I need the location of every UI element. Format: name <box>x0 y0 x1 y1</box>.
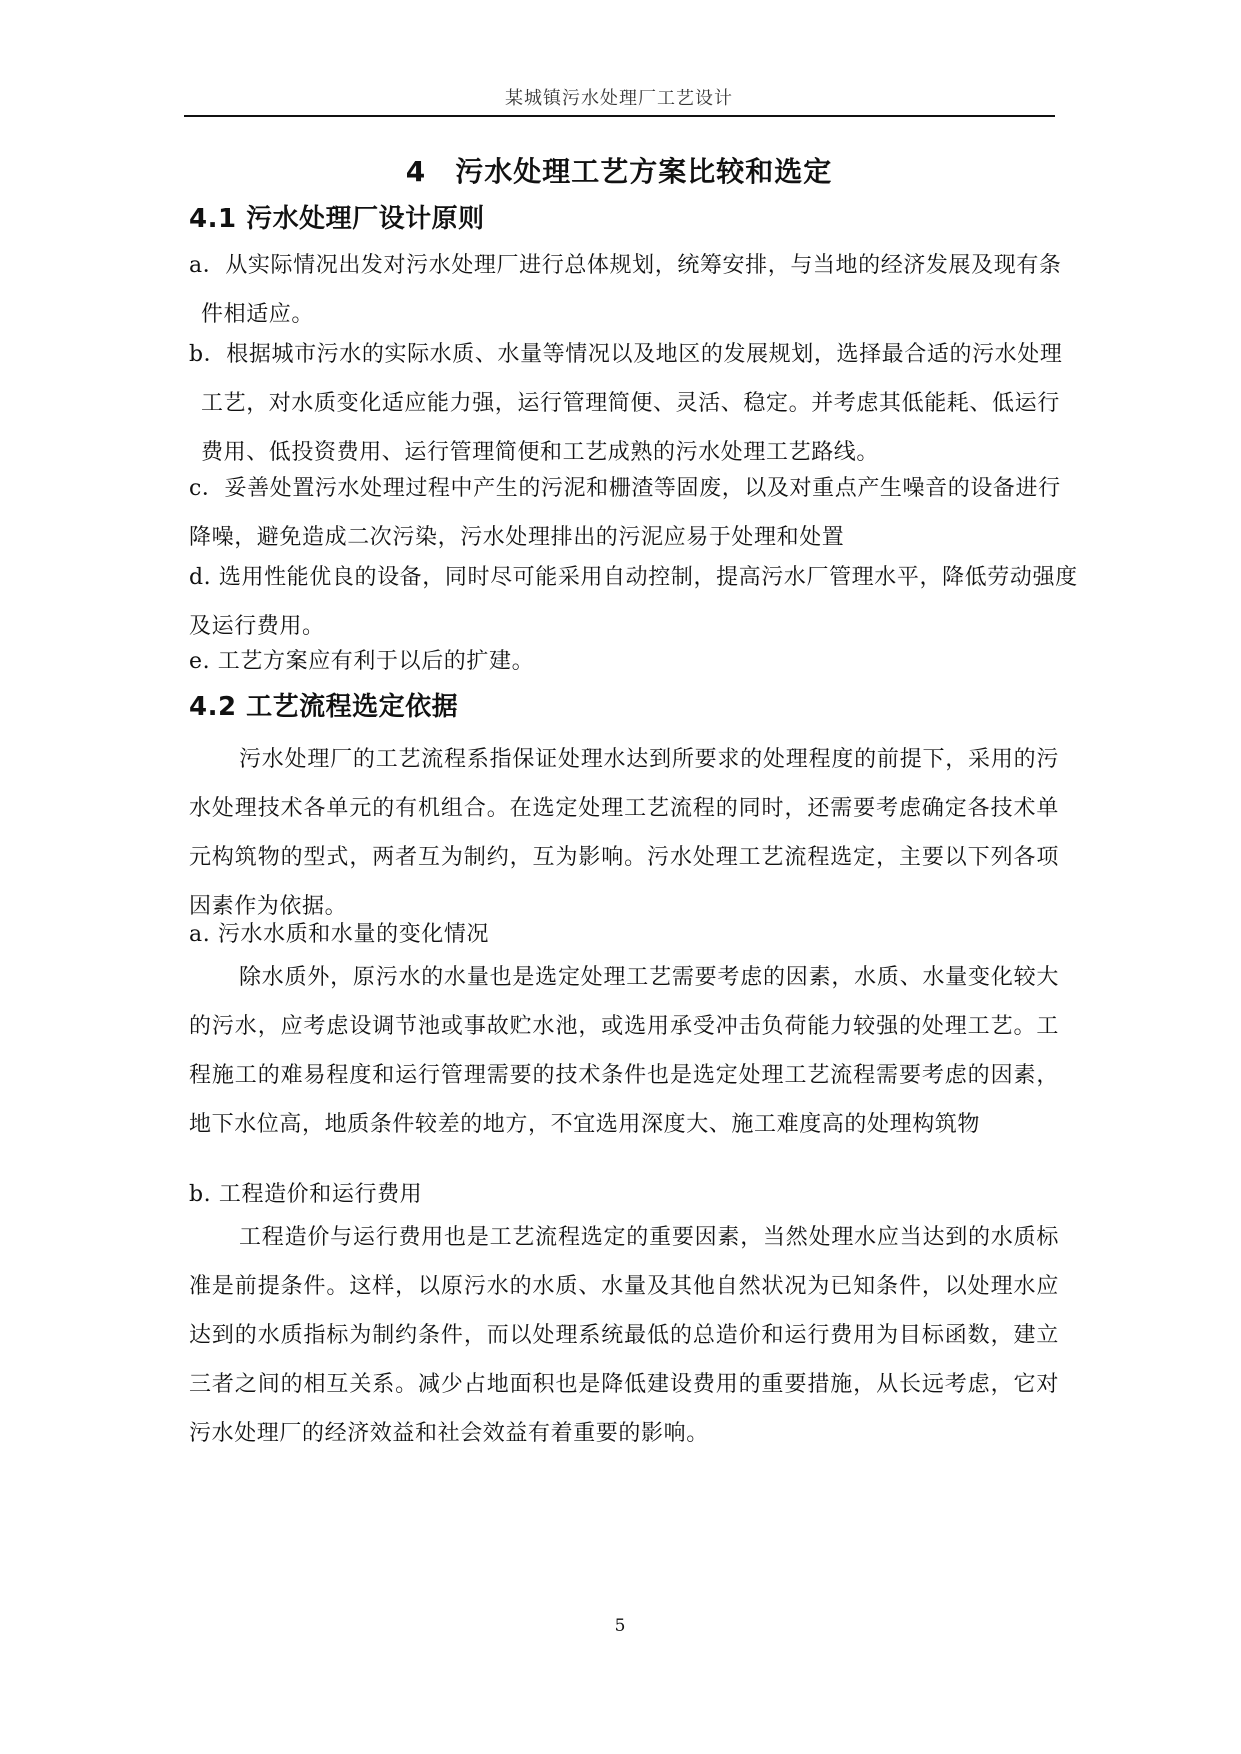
chapter-title: 4 污水处理工艺方案比较和选定 <box>405 155 833 188</box>
factor-b-title: b. 工程造价和运行费用 <box>189 1182 423 1207</box>
principle-item-b: b．根据城市污水的实际水质、水量等情况以及地区的发展规划，选择最合适的污水处理工艺，对水质变化适应能力强，运行管理简便、灵活、稳定。并考虑其低能耗、低运行费用、低投资费用、运行管理简便和工艺成熟的污水处理工艺路线。 <box>189 342 1063 465</box>
factor-a-title: a. 污水水质和水量的变化情况 <box>189 922 490 947</box>
running-head: 某城镇污水处理厂工艺设计 <box>505 88 733 109</box>
principle-item-e: e. 工艺方案应有利于以后的扩建。 <box>189 649 535 674</box>
principle-item-c: c．妥善处置污水处理过程中产生的污泥和栅渣等固废，以及对重点产生噪音的设备进行降噪，避免造成二次污染，污水处理排出的污泥应易于处理和处置 <box>189 476 1061 550</box>
process-intro-paragraph: 污水处理厂的工艺流程系指保证处理水达到所要求的处理程度的前提下，采用的污水处理技术各单元的有机组合。在选定处理工艺流程的同时，还需要考虑确定各技术单元构筑物的型式，两者互为制约，互为影响。污水处理工艺流程选定，主要以下列各项因素作为依据。 <box>189 747 1059 919</box>
header-rule <box>184 115 1055 117</box>
principle-item-d: d. 选用性能优良的设备，同时尽可能采用自动控制，提高污水厂管理水平，降低劳动强度及运行费用。 <box>189 565 1078 639</box>
section-heading-4-1: 4.1 污水处理厂设计原则 <box>189 204 485 234</box>
section-heading-4-2: 4.2 工艺流程选定依据 <box>189 692 459 722</box>
page-number: 5 <box>614 1616 626 1636</box>
factor-b-paragraph: 工程造价与运行费用也是工艺流程选定的重要因素，当然处理水应当达到的水质标准是前提条件。这样，以原污水的水质、水量及其他自然状况为已知条件，以处理水应达到的水质指标为制约条件，而以处理系统最低的总造价和运行费用为目标函数，建立三者之间的相互关系。减少占地面积也是降低建设费用的重要措施，从长远考虑，它对污水处理厂的经济效益和社会效益有着重要的影响。 <box>189 1225 1059 1446</box>
factor-a-paragraph: 除水质外，原污水的水量也是选定处理工艺需要考虑的因素，水质、水量变化较大的污水，应考虑设调节池或事故贮水池，或选用承受冲击负荷能力较强的处理工艺。工程施工的难易程度和运行管理需要的技术条件也是选定处理工艺流程需要考虑的因素，地下水位高，地质条件较差的地方，不宜选用深度大、施工难度高的处理构筑物 <box>189 965 1059 1137</box>
principle-item-a: a．从实际情况出发对污水处理厂进行总体规划，统筹安排，与当地的经济发展及现有条件相适应。 <box>189 253 1062 327</box>
